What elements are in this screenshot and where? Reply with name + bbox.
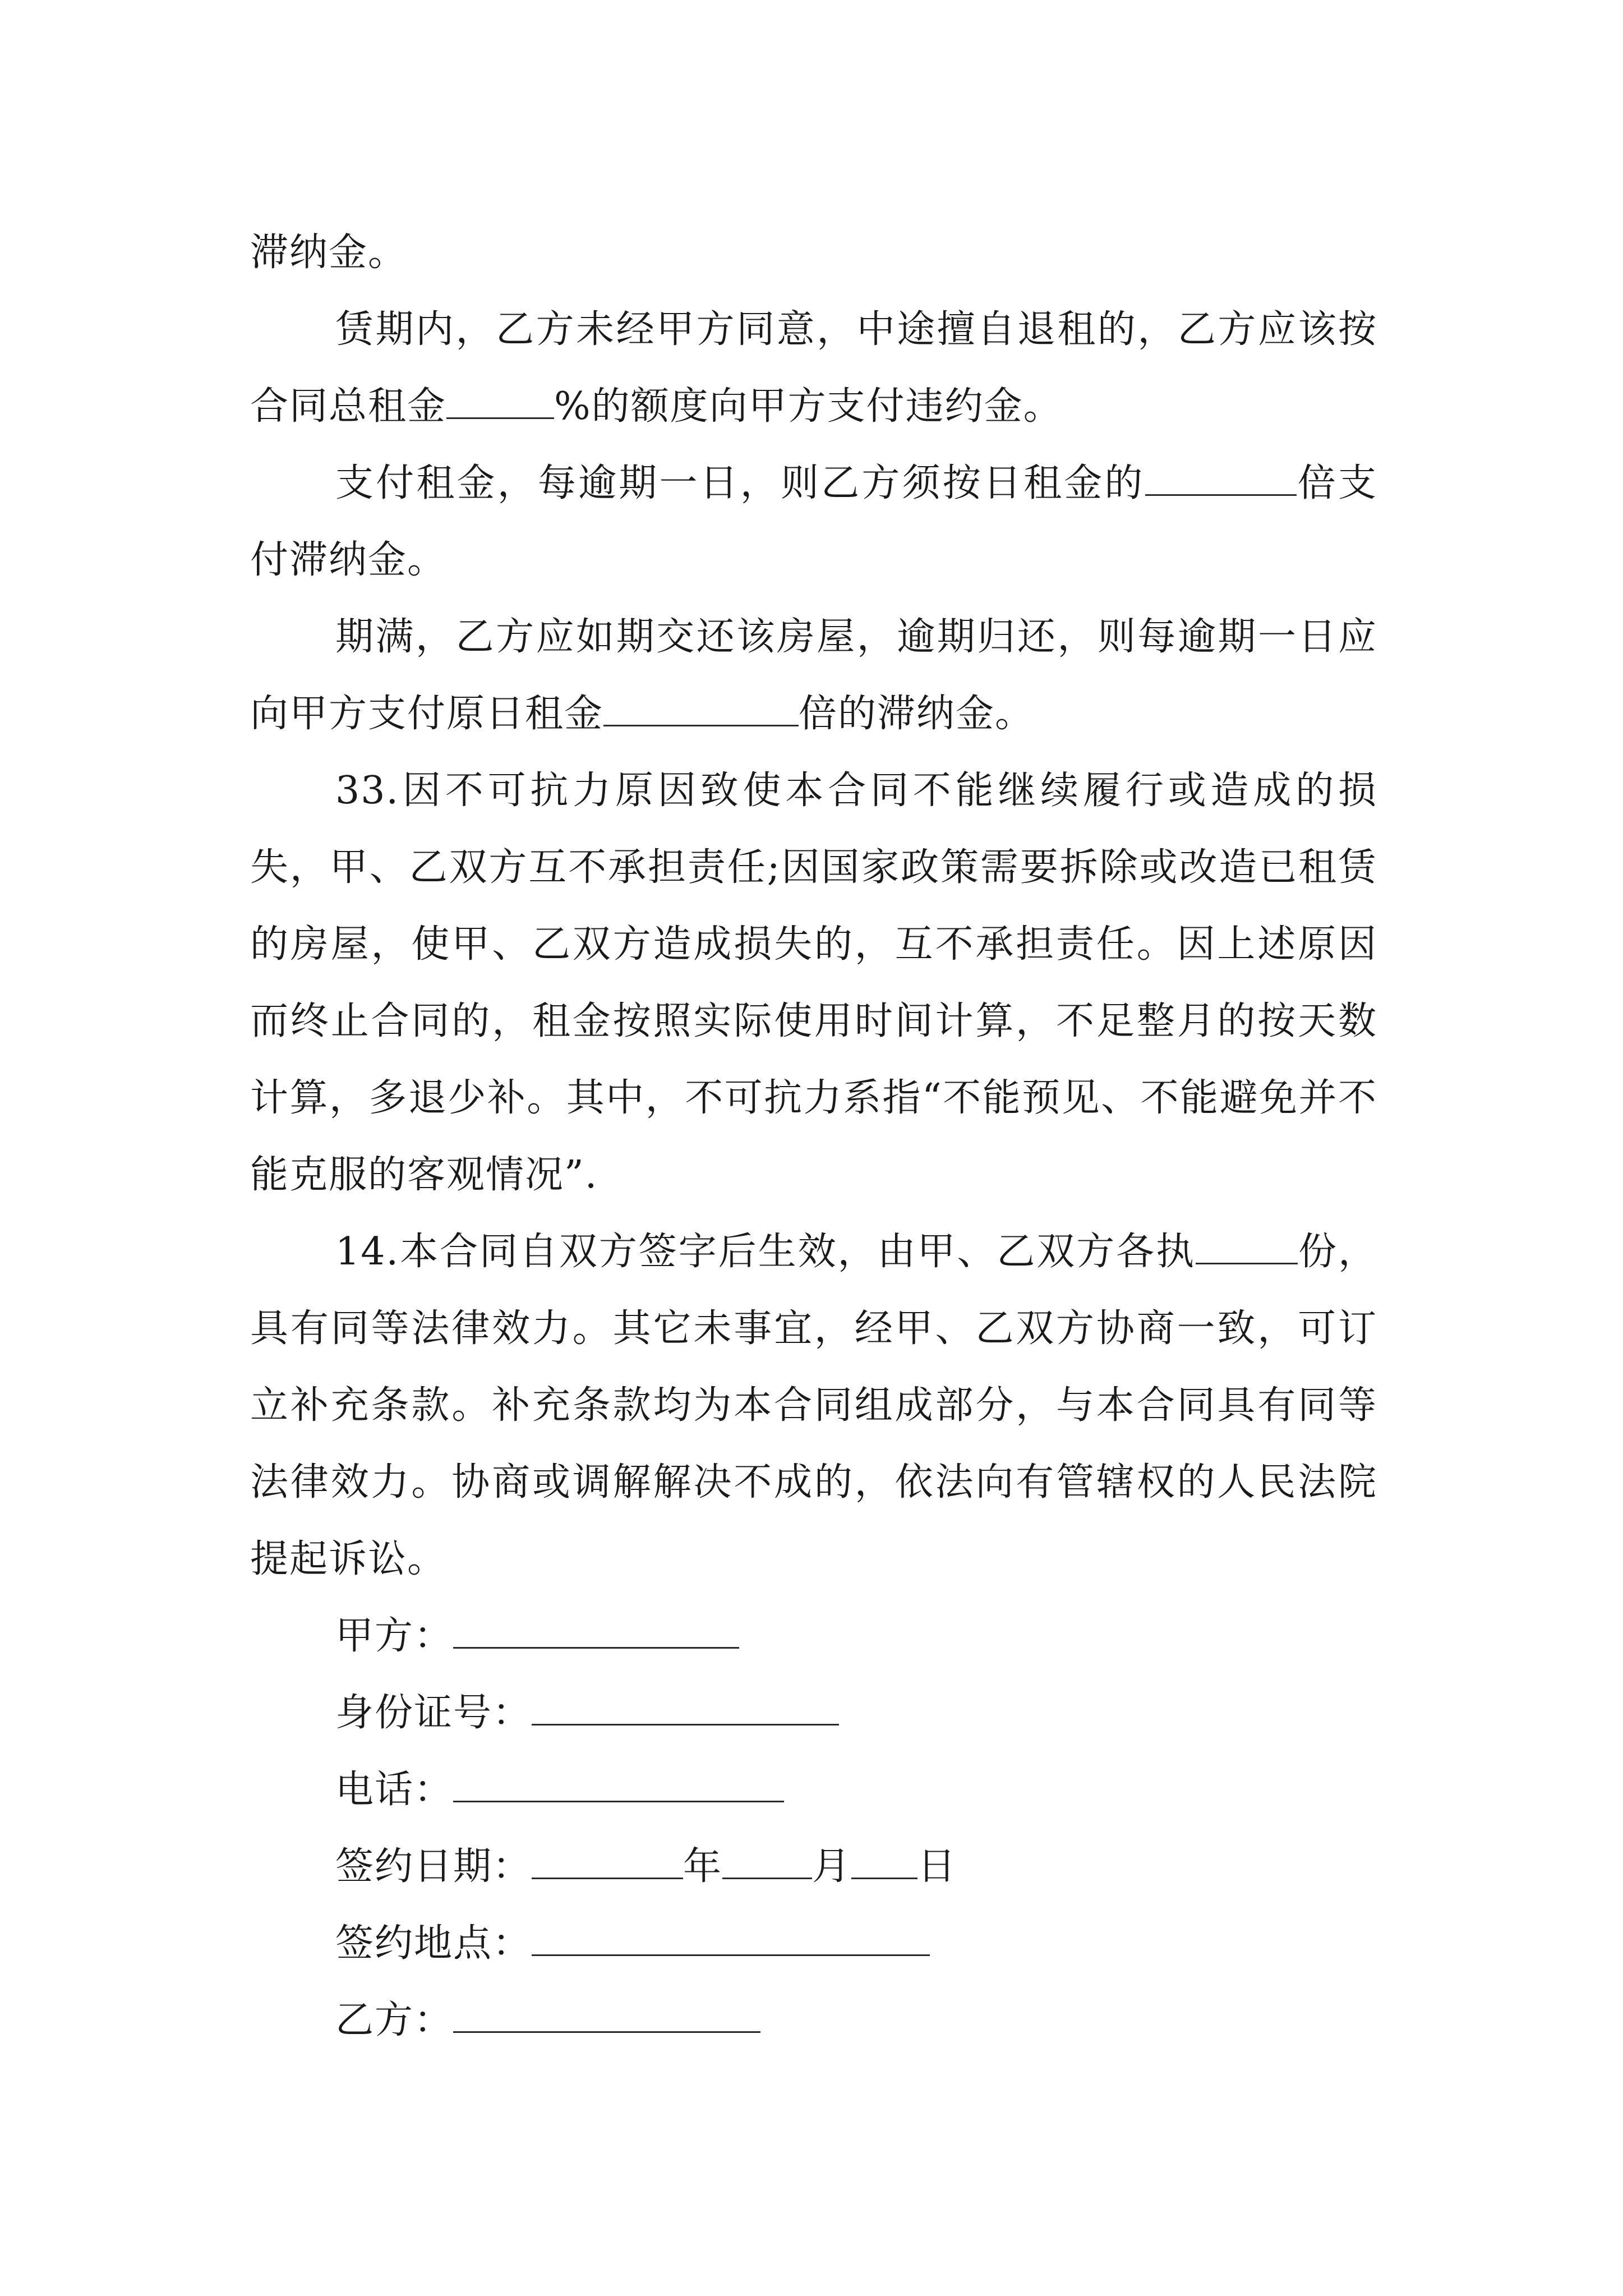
paragraph-text: 赁期内，乙方未经甲方同意，中途擅自退租的，乙方应该按合同总租金 <box>250 307 1377 429</box>
blank-line-percentage <box>446 385 554 419</box>
year-blank-line <box>532 1846 683 1879</box>
paragraph-force-majeure <box>250 752 1377 1213</box>
signature-id-number <box>335 1674 1377 1751</box>
day-label: 日 <box>917 1844 957 1889</box>
signature-party-b <box>335 1982 1377 2059</box>
paragraph-overdue-rent <box>250 445 1377 599</box>
paragraph-late-fee-end <box>250 214 1377 291</box>
signature-label: 身份证号： <box>335 1691 532 1735</box>
paragraph-text: 倍支付滞纳金。 <box>250 461 1377 582</box>
paragraph-text: 倍的滞纳金。 <box>799 692 1035 736</box>
paragraph-text: 33.因不可抗力原因致使本合同不能继续履行或造成的损失，甲、乙双方互不承担责任;因国家政策需要拆除或改造已租赁的房屋，使甲、乙双方造成损失的，互不承担责任。因上述原因而终止合同的，租金按照实际使用时间计算，不足整月的按天数计算，多退少补。其中，不可抗力系指“不能预见、不能避免并不能克服的客观情况”. <box>250 769 1377 1197</box>
day-blank-line <box>851 1846 917 1879</box>
blank-line-multiplier <box>1145 462 1297 496</box>
paragraph-late-return <box>250 599 1377 752</box>
signature-blank-line <box>453 1615 739 1649</box>
signature-blank-line <box>532 1922 930 1956</box>
paragraph-text: 期满，乙方应如期交还该房屋，逾期归还，则每逾期一日应向甲方支付原日租金 <box>250 615 1377 736</box>
paragraph-text: 14.本合同自双方签字后生效，由甲、乙双方各执 <box>335 1230 1196 1274</box>
signature-date <box>335 1828 1377 1905</box>
signature-phone <box>335 1751 1377 1828</box>
signature-blank-line <box>453 1769 784 1802</box>
month-blank-line <box>722 1846 812 1879</box>
signature-label: 乙方： <box>335 1998 454 2042</box>
paragraph-early-termination <box>250 291 1377 445</box>
signature-party-a <box>335 1598 1377 1674</box>
signature-blank-line <box>453 1999 760 2033</box>
paragraph-text: 滞纳金。 <box>250 231 408 275</box>
paragraph-text: 份，具有同等法律效力。其它未事宜，经甲、乙双方协商一致，可订立补充条款。补充条款均为本合同组成部分，与本合同具有同等法律效力。协商或调解解决不成的，依法向有管辖权的人民法院提起诉讼。 <box>250 1230 1377 1581</box>
signature-label: 电话： <box>335 1768 454 1812</box>
year-label: 年 <box>683 1844 723 1889</box>
signature-label: 甲方： <box>335 1614 454 1658</box>
month-label: 月 <box>812 1844 852 1889</box>
signature-label: 签约地点： <box>335 1921 532 1966</box>
signature-blank-line <box>532 1692 839 1726</box>
blank-line-multiplier <box>603 693 799 726</box>
paragraph-effectiveness <box>250 1213 1377 1598</box>
paragraph-text: %的额度向甲方支付违约金。 <box>554 384 1063 429</box>
contract-body <box>250 214 1377 2059</box>
blank-line-copies <box>1196 1231 1298 1264</box>
signature-place <box>335 1905 1377 1982</box>
signature-label: 签约日期： <box>335 1844 532 1889</box>
paragraph-text: 支付租金，每逾期一日，则乙方须按日租金的 <box>335 461 1145 505</box>
